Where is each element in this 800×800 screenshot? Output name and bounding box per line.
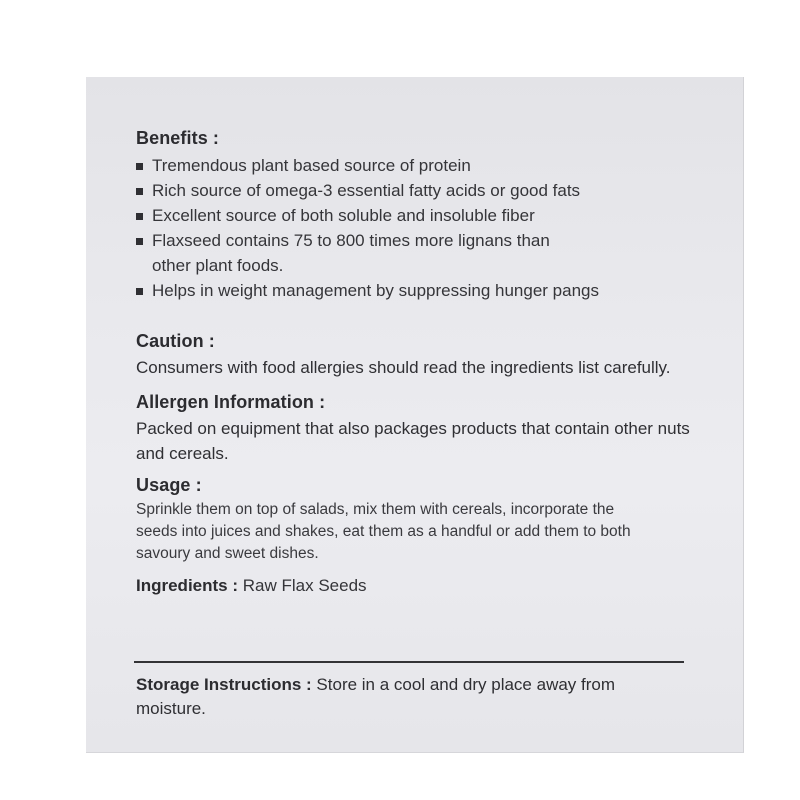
allergen-text: Packed on equipment that also packages products that contain other nuts and cereals. xyxy=(136,419,690,463)
benefits-heading: Benefits : xyxy=(136,128,220,148)
bullet-icon xyxy=(136,288,143,295)
ingredients-heading: Ingredients : xyxy=(136,576,239,595)
bullet-icon xyxy=(136,188,143,195)
list-item xyxy=(136,228,696,278)
storage-heading: Storage Instructions : xyxy=(136,675,312,694)
caution-text: Consumers with food allergies should read the ingredients list carefully. xyxy=(136,358,671,377)
caution-heading: Caution : xyxy=(136,331,215,351)
bullet-icon xyxy=(136,163,143,170)
list-item xyxy=(136,203,696,228)
list-item xyxy=(136,178,696,203)
list-item xyxy=(136,153,696,178)
bullet-icon xyxy=(136,213,143,220)
divider-line xyxy=(134,661,684,663)
storage-text: Store in a cool and dry place away from moisture. xyxy=(136,675,616,718)
allergen-section xyxy=(136,392,696,466)
list-item-text: Helps in weight management by suppressing hunger pangs xyxy=(152,281,599,300)
storage-section xyxy=(136,673,656,721)
benefits-list xyxy=(136,153,696,303)
list-item-text: Tremendous plant based source of protein xyxy=(152,156,471,175)
ingredients-value: Raw Flax Seeds xyxy=(242,576,367,595)
list-item-text: Flaxseed contains 75 to 800 times more lignans than other plant foods. xyxy=(152,231,550,275)
product-label xyxy=(86,77,744,753)
list-item-text: Rich source of omega-3 essential fatty acids or good fats xyxy=(152,181,581,200)
list-item-text: Excellent source of both soluble and insoluble fiber xyxy=(152,206,535,225)
caution-section xyxy=(136,331,696,380)
bullet-icon xyxy=(136,238,143,245)
label-content xyxy=(136,128,696,598)
ingredients-line xyxy=(136,574,696,598)
benefits-section xyxy=(136,128,696,303)
usage-heading: Usage : xyxy=(136,475,202,495)
list-item xyxy=(136,278,696,303)
usage-text: Sprinkle them on top of salads, mix them with cereals, incorporate the seeds into juices and shakes, eat them as a handful or add them to both savoury and sweet dishes. xyxy=(136,501,631,562)
allergen-heading: Allergen Information : xyxy=(136,392,326,412)
usage-section xyxy=(136,475,696,565)
